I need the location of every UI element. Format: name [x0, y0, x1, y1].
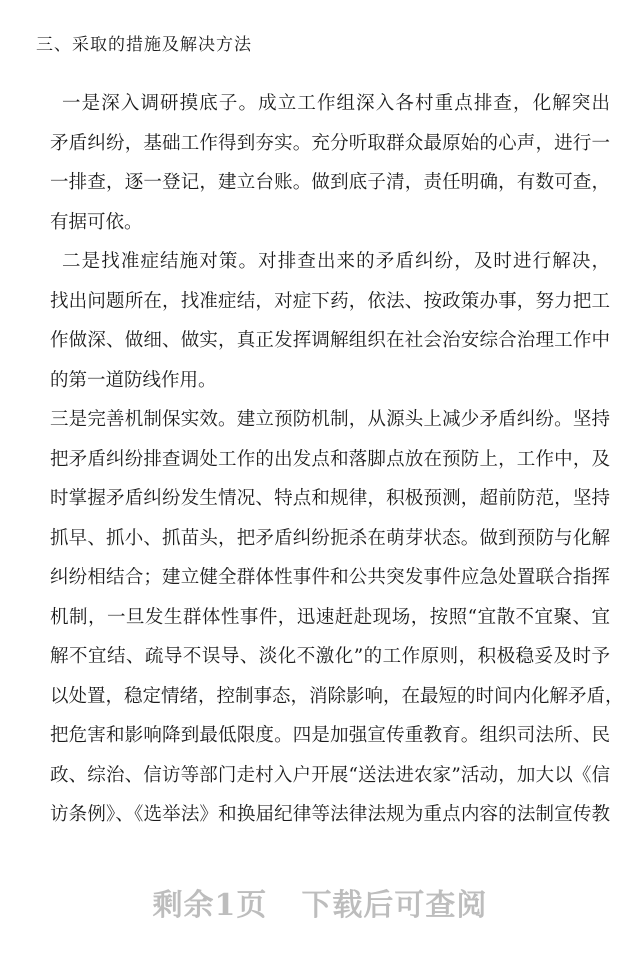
text-line: 以处置，稳定情绪，控制事态，消除影响，在最短的时间内化解矛盾， — [50, 685, 624, 707]
text-line: 访条例》、《选举法》和换届纪律等法律法规为重点内容的法制宣传教 — [50, 804, 610, 825]
text-line: 把矛盾纠纷排查调处工作的出发点和落脚点放在预防上，工作中，及 — [50, 448, 610, 470]
text-line: 矛盾纠纷，基础工作得到夯实。充分听取群众最原始的心声，进行一 — [50, 132, 610, 154]
text-line: 时掌握矛盾纠纷发生情况、特点和规律，积极预测，超前防范，坚持 — [50, 488, 610, 509]
download-to-view-label: 下载后可查阅 — [301, 888, 488, 923]
text-line: 纠纷相结合；建立健全群体性事件和公共突发事件应急处置联合指挥 — [50, 567, 610, 588]
section-heading: 三、采取的措施及解决方法 — [36, 35, 252, 55]
remaining-pages-label: 剩余1页 — [152, 888, 268, 923]
text-line: 三是完善机制保实效。建立预防机制，从源头上减少矛盾纠纷。坚持 — [50, 409, 610, 430]
text-line: 抓早、抓小、抓苗头，把矛盾纠纷扼杀在萌芽状态。做到预防与化解 — [50, 527, 610, 549]
text-line: 解不宜结、疏导不误导、淡化不激化”的工作原则，积极稳妥及时予 — [50, 646, 610, 667]
text-line: 作做深、做细、做实，真正发挥调解组织在社会治安综合治理工作中 — [50, 330, 610, 351]
text-line: 一是深入调研摸底子。成立工作组深入各村重点排查，化解突出 — [62, 93, 610, 114]
body-text — [50, 84, 624, 835]
text-line: 把危害和影响降到最低限度。四是加强宣传重教育。组织司法所、民 — [50, 725, 610, 746]
text-line: 的第一道防线作用。 — [50, 369, 217, 391]
text-line: 二是找准症结施对策。对排查出来的矛盾纠纷，及时进行解决， — [62, 251, 610, 272]
text-line: 有据可依。 — [50, 211, 143, 233]
text-line: 一排查，逐一登记，建立台账。做到底子清，责任明确，有数可查， — [50, 172, 610, 193]
text-line: 机制，一旦发生群体性事件，迅速赶赴现场，按照“宜散不宜聚、宜 — [50, 606, 610, 628]
text-line: 政、综治、信访等部门走村入户开展“送法进农家”活动，加大以《信 — [50, 764, 610, 786]
download-banner[interactable] — [0, 880, 640, 924]
text-line: 找出问题所在，找准症结，对症下药，依法、按政策办事，努力把工 — [50, 290, 610, 312]
